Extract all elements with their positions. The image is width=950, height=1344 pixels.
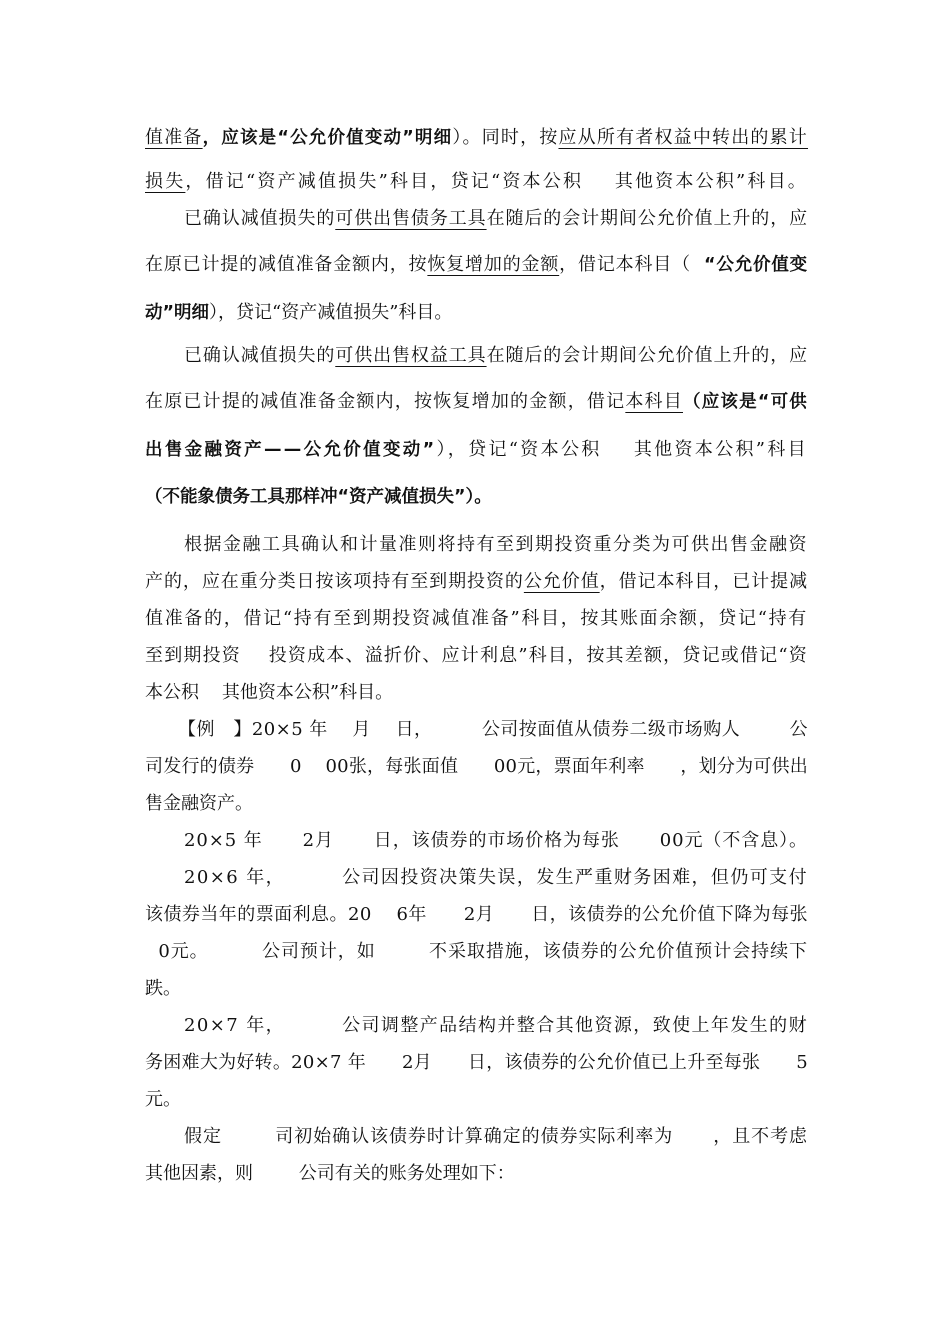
bold-text: 动”明细 — [145, 303, 210, 323]
bold-text: （不能象债务工具那样冲“资产减值损失”）。 — [145, 487, 492, 507]
underlined-text: 本科目 — [625, 391, 683, 412]
underlined-text: 应从所有者权益中转出的累计 — [558, 127, 809, 148]
text-segment: 在原已计提的减值准备金额内，按 — [145, 254, 428, 275]
text-segment: 跌。 — [145, 978, 181, 999]
text-line — [184, 344, 808, 368]
text-segment: 已确认减值损失的 — [184, 208, 336, 229]
text-segment: 售金融资产。 — [145, 793, 253, 814]
text-line — [145, 681, 393, 705]
bold-text: “公允价值变 — [704, 255, 808, 275]
text-line — [178, 718, 808, 742]
text-line — [145, 1088, 181, 1112]
text-line — [145, 977, 181, 1001]
text-line — [145, 607, 808, 631]
text-line — [145, 1162, 515, 1186]
text-segment: 0元。 公司预计，如 不采取措施，该债券的公允价值预计会持续下 — [145, 941, 808, 962]
text-line — [184, 866, 808, 890]
text-segment: ，借记本科目，已计提减 — [599, 571, 809, 592]
bold-text: （应该是“可供 — [683, 392, 808, 412]
text-segment: 该债券当年的票面利息。20 6年 2月 日，该债券的公允价值下降为每张 — [145, 904, 808, 925]
text-line — [145, 170, 808, 194]
text-segment: 其他资本公积”科目 — [601, 439, 808, 460]
text-line — [145, 644, 808, 668]
text-segment: 投资成本、溢折价、应计利息”科目，按其差额，贷记或借记“资 — [241, 645, 808, 666]
text-segment: 20×5 年 2月 日，该债券的市场价格为每张 00元（不含息）。 — [184, 830, 808, 851]
text-segment: ）。同时，按 — [452, 127, 559, 148]
text-line — [184, 1014, 808, 1038]
text-line — [145, 792, 253, 816]
bold-text: 出售金融资产——公允价值变动” — [145, 440, 437, 460]
text-line — [145, 126, 808, 150]
text-segment: ，借记“资产减值损失”科目，贷记“资本公积 — [185, 171, 584, 192]
text-segment: 在随后的会计期间公允价值上升的，应 — [486, 345, 809, 366]
text-segment: 假定 司初始确认该债券时计算确定的债券实际利率为 ，且不考虑 — [184, 1126, 808, 1147]
text-line — [145, 438, 808, 462]
text-line — [145, 390, 808, 414]
text-segment: ，借记本科目（ — [559, 254, 705, 275]
text-segment: 司发行的债券 0 00张，每张面值 00元，票面年利率 ，划分为可供出 — [145, 756, 808, 777]
text-segment: 其他资本公积”科目。 — [199, 682, 394, 703]
text-segment: ），贷记“资本公积 — [436, 439, 602, 460]
text-segment: 值准备的，借记“持有至到期投资减值准备”科目，按其账面余额，贷记“持有 — [145, 608, 808, 629]
text-segment: 在随后的会计期间公允价值上升的，应 — [486, 208, 809, 229]
text-segment: 20×7 年， 公司调整产品结构并整合其他资源，致使上年发生的财 — [184, 1015, 808, 1036]
text-line — [145, 940, 808, 964]
text-line — [184, 1125, 808, 1149]
text-line — [145, 570, 808, 594]
underlined-text: 恢复增加的金额 — [427, 254, 560, 275]
underlined-text: 公允价值 — [523, 571, 600, 592]
text-line — [184, 533, 808, 557]
text-segment: 产的，应在重分类日按该项持有至到期投资的 — [145, 571, 524, 592]
text-segment: 本公积 — [145, 682, 199, 703]
underlined-text: 损失 — [145, 171, 186, 192]
text-segment: 根据金融工具确认和计量准则将持有至到期投资重分类为可供出售金融资 — [184, 534, 808, 555]
text-segment: 至到期投资 — [145, 645, 242, 666]
text-segment: 已确认减值损失的 — [184, 345, 336, 366]
text-segment: ），贷记“资产减值损失”科目。 — [209, 302, 453, 323]
text-line — [145, 903, 808, 927]
text-segment: 【例 】20×5 年 月 日， 公司按面值从债券二级市场购人 公 — [178, 719, 808, 740]
text-line — [145, 485, 492, 509]
text-segment: 其他因素，则 公司有关的账务处理如下： — [145, 1163, 515, 1184]
text-segment: 20×6 年， 公司因投资决策失误，发生严重财务困难，但仍可支付 — [184, 867, 808, 888]
text-line — [145, 1051, 808, 1075]
text-segment: 务困难大为好转。20×7 年 2月 日，该债券的公允价值已上升至每张 5 — [145, 1052, 808, 1073]
underlined-text: 可供出售债务工具 — [335, 208, 487, 229]
text-line — [184, 829, 808, 853]
text-segment: 在原已计提的减值准备金额内，按恢复增加的金额，借记 — [145, 391, 626, 412]
bold-text: ，应该是“公允价值变动”明细 — [202, 128, 453, 148]
text-line — [145, 755, 808, 779]
text-segment: 元。 — [145, 1089, 181, 1110]
text-segment: 其他资本公积”科目。 — [583, 171, 809, 192]
text-line — [145, 253, 808, 277]
underlined-text: 值准备 — [145, 127, 203, 148]
underlined-text: 可供出售权益工具 — [335, 345, 487, 366]
text-line — [145, 301, 452, 325]
text-line — [184, 207, 808, 231]
